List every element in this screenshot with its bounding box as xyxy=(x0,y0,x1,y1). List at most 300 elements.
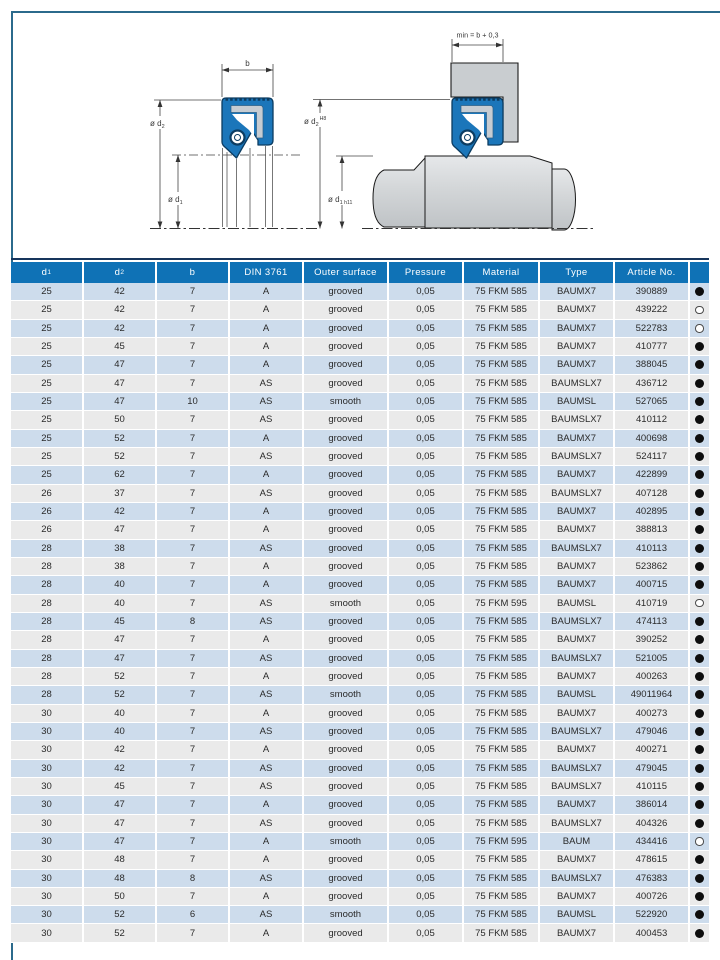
cell-article_no: 388813 xyxy=(615,521,690,539)
cell-d2: 52 xyxy=(84,448,157,466)
cell-d1: 25 xyxy=(11,356,84,374)
cell-b: 7 xyxy=(157,430,230,448)
cell-article_no: 410115 xyxy=(615,778,690,796)
cell-availability xyxy=(690,778,709,796)
cell-type: BAUMSLX7 xyxy=(540,778,615,796)
cell-din: AS xyxy=(230,485,304,503)
cell-d1: 25 xyxy=(11,338,84,356)
cell-material: 75 FKM 585 xyxy=(464,503,540,521)
availability-dot-filled xyxy=(695,415,704,424)
cell-b: 7 xyxy=(157,686,230,704)
cell-d1: 25 xyxy=(11,466,84,484)
cell-d2: 47 xyxy=(84,375,157,393)
cell-d1: 25 xyxy=(11,430,84,448)
cell-type: BAUMX7 xyxy=(540,668,615,686)
dimension-min-b xyxy=(452,39,503,62)
cell-d2: 42 xyxy=(84,741,157,759)
cell-availability xyxy=(690,466,709,484)
cell-availability xyxy=(690,760,709,778)
cell-pressure: 0,05 xyxy=(389,595,464,613)
cell-availability xyxy=(690,888,709,906)
cell-type: BAUMX7 xyxy=(540,466,615,484)
cell-d2: 47 xyxy=(84,631,157,649)
cell-d1: 25 xyxy=(11,320,84,338)
cell-d1: 28 xyxy=(11,595,84,613)
cell-d1: 28 xyxy=(11,576,84,594)
table-row xyxy=(11,466,709,484)
cell-outer_surface: grooved xyxy=(304,466,389,484)
table-row xyxy=(11,283,709,301)
cell-material: 75 FKM 585 xyxy=(464,631,540,649)
availability-dot-filled xyxy=(695,745,704,754)
cell-d2: 45 xyxy=(84,613,157,631)
cell-d2: 40 xyxy=(84,595,157,613)
cell-type: BAUMSL xyxy=(540,393,615,411)
cell-b: 7 xyxy=(157,650,230,668)
cell-din: A xyxy=(230,576,304,594)
cell-material: 75 FKM 595 xyxy=(464,833,540,851)
cell-material: 75 FKM 585 xyxy=(464,540,540,558)
cell-type: BAUMSL xyxy=(540,906,615,924)
cell-b: 7 xyxy=(157,301,230,319)
availability-dot-filled xyxy=(695,727,704,736)
cell-d2: 40 xyxy=(84,576,157,594)
table-row xyxy=(11,668,709,686)
cell-d1: 28 xyxy=(11,540,84,558)
cell-article_no: 386014 xyxy=(615,796,690,814)
cell-outer_surface: grooved xyxy=(304,411,389,429)
dim-d1-label: ø $d_1$ xyxy=(168,195,183,206)
cell-availability xyxy=(690,448,709,466)
cell-b: 7 xyxy=(157,815,230,833)
cell-type: BAUMSLX7 xyxy=(540,760,615,778)
cell-article_no: 524117 xyxy=(615,448,690,466)
cell-d2: 47 xyxy=(84,833,157,851)
cell-b: 10 xyxy=(157,393,230,411)
table-row xyxy=(11,870,709,888)
cell-material: 75 FKM 585 xyxy=(464,723,540,741)
dim-b-label: b xyxy=(245,59,250,68)
cell-outer_surface: grooved xyxy=(304,741,389,759)
cell-availability xyxy=(690,356,709,374)
cell-b: 7 xyxy=(157,411,230,429)
cell-din: A xyxy=(230,356,304,374)
cell-outer_surface: grooved xyxy=(304,320,389,338)
availability-dot-filled xyxy=(695,452,704,461)
dimension-b xyxy=(222,64,273,97)
availability-dot-filled xyxy=(695,434,704,443)
cell-din: AS xyxy=(230,723,304,741)
dim-d2-label: ø $d_2$ xyxy=(150,119,165,130)
cell-din: AS xyxy=(230,870,304,888)
cell-b: 7 xyxy=(157,723,230,741)
table-row xyxy=(11,906,709,924)
cell-pressure: 0,05 xyxy=(389,796,464,814)
dim-d2-H8-label: ø $d_2^{H8}$ xyxy=(304,116,327,128)
table-row xyxy=(11,851,709,869)
cell-availability xyxy=(690,631,709,649)
cell-article_no: 523862 xyxy=(615,558,690,576)
cell-d1: 30 xyxy=(11,741,84,759)
cell-pressure: 0,05 xyxy=(389,851,464,869)
cell-article_no: 400726 xyxy=(615,888,690,906)
cell-type: BAUMSLX7 xyxy=(540,870,615,888)
cell-material: 75 FKM 585 xyxy=(464,906,540,924)
cell-pressure: 0,05 xyxy=(389,338,464,356)
cell-din: A xyxy=(230,888,304,906)
table-row xyxy=(11,503,709,521)
shaft xyxy=(373,156,576,230)
cell-type: BAUMX7 xyxy=(540,338,615,356)
cell-pressure: 0,05 xyxy=(389,613,464,631)
availability-dot-filled xyxy=(695,360,704,369)
table-row xyxy=(11,320,709,338)
cell-outer_surface: smooth xyxy=(304,393,389,411)
cell-pressure: 0,05 xyxy=(389,430,464,448)
cell-din: AS xyxy=(230,613,304,631)
cell-material: 75 FKM 585 xyxy=(464,870,540,888)
cell-d2: 48 xyxy=(84,851,157,869)
specification-table xyxy=(11,258,709,943)
cell-outer_surface: grooved xyxy=(304,723,389,741)
cell-outer_surface: grooved xyxy=(304,283,389,301)
cell-b: 7 xyxy=(157,741,230,759)
cell-d2: 42 xyxy=(84,283,157,301)
cell-pressure: 0,05 xyxy=(389,631,464,649)
cell-d1: 25 xyxy=(11,301,84,319)
cell-b: 7 xyxy=(157,833,230,851)
cell-material: 75 FKM 585 xyxy=(464,686,540,704)
cell-outer_surface: grooved xyxy=(304,613,389,631)
table-row xyxy=(11,558,709,576)
cell-b: 7 xyxy=(157,521,230,539)
cell-pressure: 0,05 xyxy=(389,906,464,924)
cell-material: 75 FKM 585 xyxy=(464,760,540,778)
cell-type: BAUMSLX7 xyxy=(540,613,615,631)
cell-d2: 50 xyxy=(84,411,157,429)
cell-outer_surface: grooved xyxy=(304,375,389,393)
cell-din: A xyxy=(230,301,304,319)
cell-type: BAUMX7 xyxy=(540,924,615,942)
cell-d1: 30 xyxy=(11,906,84,924)
cell-pressure: 0,05 xyxy=(389,668,464,686)
cell-din: A xyxy=(230,741,304,759)
cell-outer_surface: smooth xyxy=(304,686,389,704)
cell-type: BAUMX7 xyxy=(540,320,615,338)
cell-d1: 30 xyxy=(11,851,84,869)
seal-installation-diagram xyxy=(302,31,593,231)
cell-material: 75 FKM 585 xyxy=(464,576,540,594)
cell-pressure: 0,05 xyxy=(389,760,464,778)
cell-din: A xyxy=(230,705,304,723)
cell-b: 7 xyxy=(157,705,230,723)
cell-d1: 25 xyxy=(11,411,84,429)
cell-d2: 45 xyxy=(84,338,157,356)
cell-d1: 30 xyxy=(11,723,84,741)
cell-material: 75 FKM 585 xyxy=(464,521,540,539)
availability-dot-filled xyxy=(695,287,704,296)
cell-availability xyxy=(690,705,709,723)
cell-outer_surface: grooved xyxy=(304,668,389,686)
cell-din: A xyxy=(230,521,304,539)
cell-pressure: 0,05 xyxy=(389,540,464,558)
cell-pressure: 0,05 xyxy=(389,448,464,466)
cell-type: BAUMX7 xyxy=(540,705,615,723)
cell-outer_surface: smooth xyxy=(304,906,389,924)
cell-b: 7 xyxy=(157,924,230,942)
cell-outer_surface: grooved xyxy=(304,448,389,466)
column-header-d1: d 1 xyxy=(11,262,84,283)
cell-d1: 30 xyxy=(11,870,84,888)
cell-d2: 42 xyxy=(84,503,157,521)
cell-availability xyxy=(690,283,709,301)
cell-outer_surface: smooth xyxy=(304,833,389,851)
cell-b: 7 xyxy=(157,595,230,613)
cell-availability xyxy=(690,741,709,759)
cell-din: AS xyxy=(230,815,304,833)
availability-dot-filled xyxy=(695,764,704,773)
cell-d2: 40 xyxy=(84,723,157,741)
cell-availability xyxy=(690,815,709,833)
table-row xyxy=(11,521,709,539)
availability-dot-filled xyxy=(695,800,704,809)
cell-b: 7 xyxy=(157,283,230,301)
cell-pressure: 0,05 xyxy=(389,705,464,723)
cell-din: A xyxy=(230,320,304,338)
cell-d2: 38 xyxy=(84,540,157,558)
cell-b: 8 xyxy=(157,613,230,631)
cell-d2: 47 xyxy=(84,356,157,374)
cell-availability xyxy=(690,301,709,319)
cell-type: BAUMX7 xyxy=(540,796,615,814)
cell-pressure: 0,05 xyxy=(389,466,464,484)
table-row xyxy=(11,723,709,741)
cell-outer_surface: grooved xyxy=(304,540,389,558)
cell-article_no: 400263 xyxy=(615,668,690,686)
cell-b: 7 xyxy=(157,448,230,466)
cell-d1: 28 xyxy=(11,686,84,704)
cell-availability xyxy=(690,521,709,539)
availability-dot-filled xyxy=(695,507,704,516)
cell-type: BAUMSLX7 xyxy=(540,485,615,503)
cell-type: BAUMX7 xyxy=(540,301,615,319)
cell-d1: 25 xyxy=(11,448,84,466)
availability-dot-filled xyxy=(695,709,704,718)
cell-pressure: 0,05 xyxy=(389,283,464,301)
column-header-b: b xyxy=(157,262,230,283)
cell-d2: 42 xyxy=(84,760,157,778)
cell-material: 75 FKM 585 xyxy=(464,320,540,338)
availability-dot-filled xyxy=(695,819,704,828)
cell-pressure: 0,05 xyxy=(389,558,464,576)
cell-din: A xyxy=(230,430,304,448)
availability-dot-empty xyxy=(695,837,704,846)
table-row xyxy=(11,338,709,356)
cell-outer_surface: grooved xyxy=(304,888,389,906)
cell-outer_surface: grooved xyxy=(304,631,389,649)
availability-dot-filled xyxy=(695,855,704,864)
cell-pressure: 0,05 xyxy=(389,778,464,796)
cell-article_no: 410719 xyxy=(615,595,690,613)
availability-dot-filled xyxy=(695,690,704,699)
table-row xyxy=(11,833,709,851)
cell-outer_surface: grooved xyxy=(304,870,389,888)
column-header-outer_surface: Outer surface xyxy=(304,262,389,283)
cell-article_no: 410112 xyxy=(615,411,690,429)
cell-d1: 30 xyxy=(11,888,84,906)
cell-d1: 30 xyxy=(11,815,84,833)
table-row xyxy=(11,375,709,393)
cell-d1: 30 xyxy=(11,796,84,814)
cell-outer_surface: grooved xyxy=(304,558,389,576)
column-header-type: Type xyxy=(540,262,615,283)
cell-d2: 52 xyxy=(84,906,157,924)
cell-pressure: 0,05 xyxy=(389,741,464,759)
cell-article_no: 476383 xyxy=(615,870,690,888)
cell-availability xyxy=(690,723,709,741)
cell-type: BAUMSL xyxy=(540,595,615,613)
cell-material: 75 FKM 585 xyxy=(464,741,540,759)
cell-article_no: 479046 xyxy=(615,723,690,741)
availability-dot-filled xyxy=(695,892,704,901)
cell-material: 75 FKM 585 xyxy=(464,650,540,668)
cell-d2: 47 xyxy=(84,650,157,668)
cell-material: 75 FKM 585 xyxy=(464,851,540,869)
cell-d2: 47 xyxy=(84,796,157,814)
cell-type: BAUMSLX7 xyxy=(540,411,615,429)
cell-d2: 52 xyxy=(84,686,157,704)
cell-article_no: 439222 xyxy=(615,301,690,319)
cell-article_no: 527065 xyxy=(615,393,690,411)
cell-din: A xyxy=(230,833,304,851)
cell-pressure: 0,05 xyxy=(389,485,464,503)
availability-dot-filled xyxy=(695,635,704,644)
cell-type: BAUMSLX7 xyxy=(540,375,615,393)
table-body xyxy=(11,283,709,943)
table-row xyxy=(11,595,709,613)
cell-outer_surface: grooved xyxy=(304,430,389,448)
cell-pressure: 0,05 xyxy=(389,503,464,521)
cell-outer_surface: grooved xyxy=(304,356,389,374)
cell-d1: 30 xyxy=(11,833,84,851)
table-row xyxy=(11,356,709,374)
cell-b: 7 xyxy=(157,320,230,338)
cell-b: 7 xyxy=(157,576,230,594)
cell-article_no: 400273 xyxy=(615,705,690,723)
cell-pressure: 0,05 xyxy=(389,686,464,704)
cell-article_no: 404326 xyxy=(615,815,690,833)
cell-d2: 47 xyxy=(84,521,157,539)
cell-article_no: 400271 xyxy=(615,741,690,759)
cell-type: BAUMSLX7 xyxy=(540,448,615,466)
cell-outer_surface: smooth xyxy=(304,595,389,613)
cell-type: BAUMX7 xyxy=(540,558,615,576)
column-header-d2: d 2 xyxy=(84,262,157,283)
cell-type: BAUMSLX7 xyxy=(540,540,615,558)
cell-pressure: 0,05 xyxy=(389,576,464,594)
cell-availability xyxy=(690,595,709,613)
table-row xyxy=(11,796,709,814)
seal-cross-section-diagram xyxy=(149,59,318,229)
cell-availability xyxy=(690,430,709,448)
cell-b: 6 xyxy=(157,906,230,924)
cell-pressure: 0,05 xyxy=(389,650,464,668)
table-row xyxy=(11,393,709,411)
cell-din: A xyxy=(230,283,304,301)
cell-pressure: 0,05 xyxy=(389,924,464,942)
cell-material: 75 FKM 585 xyxy=(464,356,540,374)
cell-pressure: 0,05 xyxy=(389,411,464,429)
table-row xyxy=(11,631,709,649)
cell-availability xyxy=(690,411,709,429)
table-row xyxy=(11,760,709,778)
cell-din: A xyxy=(230,338,304,356)
cell-material: 75 FKM 585 xyxy=(464,411,540,429)
cell-availability xyxy=(690,613,709,631)
cell-outer_surface: grooved xyxy=(304,705,389,723)
cell-availability xyxy=(690,540,709,558)
cell-article_no: 521005 xyxy=(615,650,690,668)
availability-dot-empty xyxy=(695,306,704,315)
technical-diagrams xyxy=(0,0,720,260)
cell-availability xyxy=(690,796,709,814)
cell-din: A xyxy=(230,631,304,649)
cell-d1: 28 xyxy=(11,558,84,576)
cell-outer_surface: grooved xyxy=(304,338,389,356)
cell-type: BAUMX7 xyxy=(540,851,615,869)
cell-d2: 42 xyxy=(84,301,157,319)
availability-dot-filled xyxy=(695,397,704,406)
cell-outer_surface: grooved xyxy=(304,485,389,503)
availability-dot-filled xyxy=(695,654,704,663)
cell-material: 75 FKM 585 xyxy=(464,375,540,393)
cell-d1: 25 xyxy=(11,283,84,301)
table-row xyxy=(11,430,709,448)
cell-article_no: 434416 xyxy=(615,833,690,851)
cell-d2: 50 xyxy=(84,888,157,906)
cell-material: 75 FKM 585 xyxy=(464,558,540,576)
table-row xyxy=(11,301,709,319)
table-row xyxy=(11,411,709,429)
cell-d2: 52 xyxy=(84,430,157,448)
cell-availability xyxy=(690,558,709,576)
cell-din: AS xyxy=(230,778,304,796)
cell-article_no: 400698 xyxy=(615,430,690,448)
cell-outer_surface: grooved xyxy=(304,760,389,778)
cell-article_no: 390252 xyxy=(615,631,690,649)
cell-article_no: 522783 xyxy=(615,320,690,338)
table-row xyxy=(11,576,709,594)
cell-type: BAUMX7 xyxy=(540,503,615,521)
cell-b: 7 xyxy=(157,485,230,503)
availability-dot-filled xyxy=(695,672,704,681)
column-header-pressure: Pressure xyxy=(389,262,464,283)
cell-outer_surface: grooved xyxy=(304,778,389,796)
table-row xyxy=(11,778,709,796)
cell-d1: 28 xyxy=(11,668,84,686)
cell-din: A xyxy=(230,924,304,942)
column-header-availability xyxy=(690,262,709,283)
cell-article_no: 390889 xyxy=(615,283,690,301)
cell-outer_surface: grooved xyxy=(304,796,389,814)
cell-type: BAUMSLX7 xyxy=(540,650,615,668)
cell-d1: 26 xyxy=(11,521,84,539)
cell-b: 7 xyxy=(157,338,230,356)
cell-article_no: 410777 xyxy=(615,338,690,356)
cell-outer_surface: grooved xyxy=(304,650,389,668)
cell-article_no: 402895 xyxy=(615,503,690,521)
cell-d2: 52 xyxy=(84,924,157,942)
